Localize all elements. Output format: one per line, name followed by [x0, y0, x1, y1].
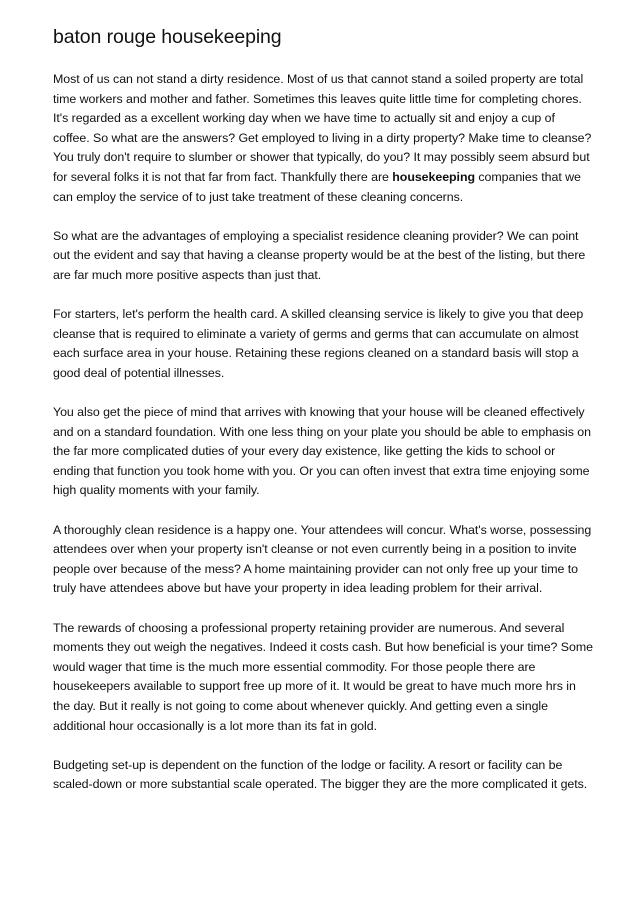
paragraph-1-text-end: companies that we can employ the service of to just take treatment of these cleaning concerns.	[53, 169, 581, 204]
housekeeping-keyword: housekeeping	[392, 169, 475, 184]
paragraph-4: You also get the piece of mind that arrives with knowing that your house will be cleaned effectively and on a standard foundation. With one less thing on your plate you should be able to emphasis on the far more complicated duties of your every day existence, like getting the kids to school or ending that function you took home with you. Or you can often invest that extra time enjoying some high quality moments with your family.	[53, 405, 591, 498]
page-title: baton rouge housekeeping	[53, 26, 282, 48]
paragraph-1	[53, 70, 593, 207]
paragraph-7: Budgeting set-up is dependent on the function of the lodge or facility. A resort or facility can be scaled-down or more substantial scale operated. The bigger they are the more complicated it gets.	[53, 757, 588, 792]
paragraph-5: A thoroughly clean residence is a happy one. Your attendees will concur. What's worse, possessing attendees over when your property isn't cleanse or not even currently being in a position to invite people over because of the mess? A home maintaining provider can not only free up your time to truly have attendees above but have your property in idea leading problem for their arrival.	[53, 522, 592, 596]
paragraph-1-text-start: Most of us can not stand a dirty residence. Most of us that cannot stand a soiled property are total time workers and mother and father. Sometimes this leaves quite little time for completing chores. It's regarded as a excellent working day when we have time to actually sit and enjoy a cup of coffee. So what are the answers? Get employed to living in a dirty property? Make time to cleanse? You truly don't require to slumber or shower that typically, do you? It may possibly seem absurd but for several folks it is not that far from fact. Thankfully there are	[53, 72, 592, 184]
paragraph-2: So what are the advantages of employing a specialist residence cleaning provider? We can point out the evident and say that having a cleanse property would be at the best of the listing, but there are far much more positive aspects than just that.	[53, 228, 586, 282]
document-page	[53, 24, 593, 815]
paragraph-3: For starters, let's perform the health card. A skilled cleansing service is likely to give you that deep cleanse that is required to eliminate a variety of germs and germs that can accumulate on almost each surface area in your house. Retaining these regions cleaned on a standard basis will stop a good deal of potential illnesses.	[53, 307, 584, 380]
paragraph-6: The rewards of choosing a professional property retaining provider are numerous. And several moments they out weigh the negatives. Indeed it costs cash. But how beneficial is your time? Some would wager that time is the much more essential commodity. For those people there are housekeepers available to support free up more of it. It would be great to have much more hrs in the day. But it really is not going to come about whenever quickly. And getting even a single additional hour occasionally is a lot more than its fat in gold.	[53, 620, 593, 733]
